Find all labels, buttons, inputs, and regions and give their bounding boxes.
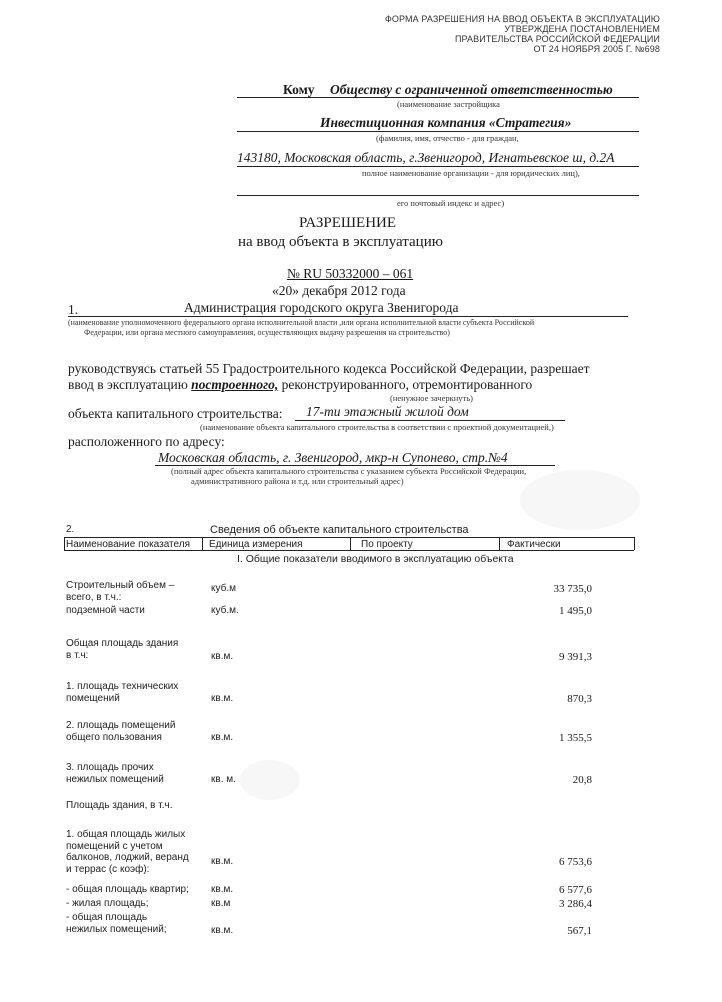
address-note-1: (полный адрес объекта капитального строительства с указанием субъекта Российской Федерации, <box>171 466 527 476</box>
column-header-actual: Фактически <box>507 539 561 550</box>
recipient-underline-1 <box>237 97 639 98</box>
recipient-underline-2 <box>237 131 639 132</box>
authority-note-a: (наименование уполномоченного федерального органа исполнительной власти ,или органа исполнительной власти субъекта Российской <box>68 318 535 327</box>
indicator-unit: куб.м. <box>211 605 239 616</box>
indicator-unit: куб.м <box>211 583 236 594</box>
indicator-name <box>66 912 167 935</box>
indicator-name-line: нежилых помещений; <box>66 923 167 935</box>
indicator-name <box>66 884 189 896</box>
column-header-name: Наименование показателя <box>66 539 190 550</box>
document-subtitle: на ввод объекта в эксплуатацию <box>238 234 443 250</box>
indicator-name <box>66 762 164 785</box>
body-p2-selected: построенного, <box>191 377 279 392</box>
table-header-border <box>64 550 634 551</box>
form-header-line2: УТВЕРЖДЕНА ПОСТАНОВЛЕНИЕМ <box>504 24 660 34</box>
body-paragraph-line2 <box>68 377 532 393</box>
indicator-name-line: подземной части <box>66 605 145 616</box>
indicator-name <box>66 720 175 743</box>
body-paragraph-line1: руководствуясь статьей 55 Градостроительного кодекса Российской Федерации, разрешает <box>68 361 590 376</box>
strike-note: (ненужное зачеркнуть) <box>390 393 473 403</box>
indicator-name-line: в т.ч: <box>66 649 89 661</box>
to-label: Кому <box>283 82 315 97</box>
table-col-border <box>350 537 351 550</box>
recipient-note-2: (фамилия, имя, отчество - для граждан, <box>376 133 519 143</box>
indicator-name-line: помещений <box>66 692 120 704</box>
object-label: объекта капитального строительства: <box>68 406 283 421</box>
indicator-name-line: всего, в т.ч.: <box>66 591 122 603</box>
section2-number: 2. <box>66 524 75 535</box>
object-address: Московская область, г. Звенигород, мкр-н Супонево, стр.№4 <box>158 450 508 465</box>
indicator-name <box>66 800 172 812</box>
scan-smudge <box>520 470 640 530</box>
section1-number: 1. <box>68 302 79 317</box>
recipient-note-3: полное наименование организации - для юридических лиц), <box>362 168 580 178</box>
object-note: (наименование объекта капитального строительства в соответствии с проектной документацией,) <box>200 422 554 432</box>
indicator-actual-value: 1 355,5 <box>559 732 592 744</box>
indicator-name-line: - жилая площадь; <box>66 898 149 909</box>
indicator-name <box>66 580 174 603</box>
recipient-underline-4 <box>237 195 639 196</box>
indicator-actual-value: 3 286,4 <box>559 898 592 910</box>
recipient-note-1: (наименование застройщика <box>397 99 500 109</box>
indicator-unit: кв.м. <box>211 732 234 743</box>
indicator-name <box>66 898 149 910</box>
indicator-actual-value: 6 753,6 <box>559 856 592 868</box>
indicator-unit: кв.м. <box>211 651 234 662</box>
table-col-border <box>499 537 500 550</box>
indicator-name-line: Площадь здания, в т.ч. <box>66 800 173 811</box>
column-header-project: По проекту <box>361 539 413 550</box>
indicator-name-line: помещений с учетом <box>66 840 163 852</box>
table-col-border <box>634 537 635 550</box>
indicator-name <box>66 605 145 617</box>
indicator-name-line: балконов, лоджий, веранд <box>66 852 189 863</box>
indicator-unit: кв.м. <box>211 856 234 867</box>
indicator-name-line: - общая площадь <box>66 912 148 923</box>
indicator-name-line: 2. площадь помещений <box>66 720 176 731</box>
address-label: расположенного по адресу: <box>68 434 225 449</box>
indicator-name-line: Общая площадь здания <box>66 638 179 649</box>
permit-date: «20» декабря 2012 года <box>272 283 406 298</box>
authority-note-b: Федерации, или органа местного самоуправления, осуществляющих выдачу разрешения на строительство) <box>84 328 450 337</box>
table-col-border <box>64 537 65 550</box>
document-title: РАЗРЕШЕНИЕ <box>299 215 397 231</box>
section2-title: Сведения об объекте капитального строительства <box>210 524 469 536</box>
object-underline <box>295 420 565 421</box>
indicator-name-line: - общая площадь квартир; <box>66 884 189 895</box>
body-p2-start: ввод в эксплуатацию <box>68 377 188 392</box>
group-header-general: I. Общие показатели вводимого в эксплуатацию объекта <box>237 553 514 565</box>
form-header-line4: ОТ 24 НОЯБРЯ 2005 Г. №698 <box>533 44 660 54</box>
indicator-name-line: 3. площадь прочих <box>66 762 154 773</box>
form-header-line1: ФОРМА РАЗРЕШЕНИЯ НА ВВОД ОБЪЕКТА В ЭКСПЛУАТАЦИЮ <box>384 14 660 24</box>
permit-number: № RU 50332000 – 061 <box>287 266 414 281</box>
indicator-name-line: 1. площадь технических <box>66 681 179 692</box>
indicator-actual-value: 870,3 <box>567 693 592 705</box>
indicator-actual-value: 1 495,0 <box>559 605 592 617</box>
authority-underline <box>68 316 628 317</box>
indicator-unit: кв. м. <box>211 774 236 785</box>
recipient-note-4: его почтовый индекс и адрес) <box>397 198 505 208</box>
indicator-actual-value: 33 735,0 <box>553 583 592 595</box>
address-note-2: административного района и т.д. или строительный адрес) <box>191 476 404 486</box>
table-col-border <box>202 537 203 550</box>
indicator-unit: кв.м. <box>211 693 234 704</box>
indicator-name <box>66 681 178 704</box>
indicator-name-line: общего пользования <box>66 731 162 743</box>
indicator-name-line: Строительный объем – <box>66 580 175 591</box>
indicator-unit: кв.м. <box>211 925 234 936</box>
indicator-unit: кв.м <box>211 898 231 909</box>
form-header-line3: ПРАВИТЕЛЬСТВА РОССИЙСКОЙ ФЕДЕРАЦИИ <box>454 34 660 44</box>
recipient-address: 143180, Московская область, г.Звенигород, Игнатьевское ш, д.2А <box>237 150 615 165</box>
indicator-actual-value: 20,8 <box>572 774 592 786</box>
scan-smudge <box>240 760 300 800</box>
indicator-name <box>66 829 189 875</box>
indicator-name-line: и террас (с коэф): <box>66 863 150 875</box>
recipient-name-line2: Инвестиционная компания «Стратегия» <box>320 115 572 130</box>
indicator-name-line: 1. общая площадь жилых <box>66 829 186 840</box>
indicator-name-line: нежилых помещений <box>66 773 164 785</box>
indicator-actual-value: 567,1 <box>567 925 592 937</box>
indicator-unit: кв.м. <box>211 884 234 895</box>
object-name: 17-ти этажный жилой дом <box>306 404 469 419</box>
issuing-authority: Администрация городского округа Звенигорода <box>184 300 459 315</box>
indicator-actual-value: 6 577,6 <box>559 884 592 896</box>
recipient-name-line1: Обществу с ограниченной ответственностью <box>330 82 613 97</box>
table-top-border <box>64 537 634 538</box>
column-header-unit: Единица измерения <box>209 539 303 550</box>
body-p2-end: реконструированного, отремонтированного <box>281 377 533 392</box>
recipient-underline-3 <box>237 166 639 167</box>
indicator-actual-value: 9 391,3 <box>559 651 592 663</box>
indicator-name <box>66 638 178 661</box>
